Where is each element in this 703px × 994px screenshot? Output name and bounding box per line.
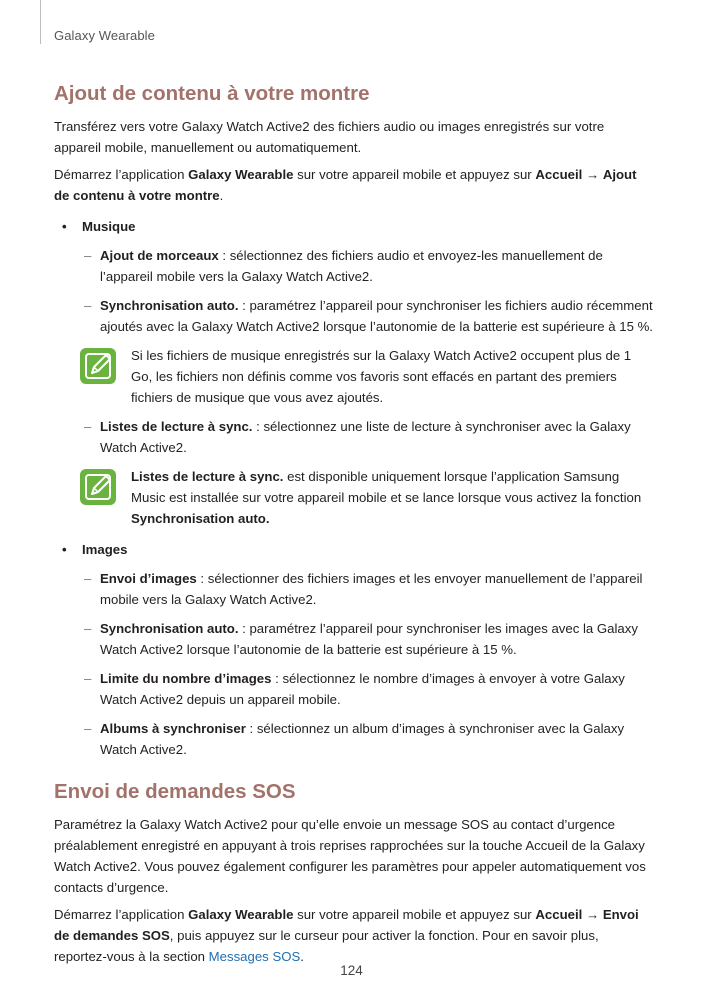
section-sos xyxy=(54,778,654,967)
section-title-add-content: Ajout de contenu à votre montre xyxy=(54,82,370,105)
header-rule xyxy=(40,0,41,44)
list-item-playlists-sync: – Listes de lecture à sync. : sélectionnez une liste de lecture à synchroniser avec la Galaxy Watch Active2. xyxy=(84,419,631,455)
page-content xyxy=(54,80,654,973)
list-item-image-limit: – Limite du nombre d’images : sélectionnez le nombre d’images à envoyer à votre Galaxy Watch Active2 depuis un appareil mobile. xyxy=(84,671,625,707)
note-playlists-text: Listes de lecture à sync. est disponible uniquement lorsque l’application Samsung Music est installée sur votre appareil mobile et se lance lorsque vous activez la fonction Synchronisation auto. xyxy=(131,469,642,526)
list-item-send-images: – Envoi d’images : sélectionner des fichiers images et les envoyer manuellement de l’appareil mobile vers la Galaxy Watch Active2. xyxy=(84,571,643,607)
note-pencil-icon xyxy=(80,469,116,505)
note-pencil-icon xyxy=(80,348,116,384)
section2-launch-instructions: Démarrez l’application Galaxy Wearable sur votre appareil mobile et appuyez sur Accueil → Envoi de demandes SOS, puis appuyez sur le curseur pour activer la fonction. Pour en savoir plus, reportez-vous à la section Messages SOS. xyxy=(54,907,639,964)
bullet-images-label: Images xyxy=(82,542,128,557)
list-item-images-auto-sync: – Synchronisation auto. : paramétrez l’appareil pour synchroniser les images avec la Galaxy Watch Active2 lorsque l’autonomie de la batterie est supérieure à 15 %. xyxy=(84,621,638,657)
bullet-dot: • xyxy=(62,542,67,557)
messages-sos-link[interactable]: Messages SOS xyxy=(208,949,301,964)
page-number: 124 xyxy=(340,963,363,978)
section1-launch-instructions: Démarrez l’application Galaxy Wearable sur votre appareil mobile et appuyez sur Accueil → Ajout de contenu à votre montre. xyxy=(54,167,637,203)
list-item-add-tracks: – Ajout de morceaux : sélectionnez des fichiers audio et envoyez-les manuellement de l’appareil mobile vers la Galaxy Watch Active2. xyxy=(84,248,603,284)
list-item-music-auto-sync: – Synchronisation auto. : paramétrez l’appareil pour synchroniser les fichiers audio récemment ajoutés avec la Galaxy Watch Active2 lorsque l’autonomie de la batterie est supérieure à 15 %. xyxy=(84,298,653,334)
note-playlists-availability xyxy=(54,466,654,529)
note-music-storage xyxy=(54,345,654,408)
list-item-albums-sync: – Albums à synchroniser : sélectionnez un album d’images à synchroniser avec la Galaxy Watch Active2. xyxy=(84,721,625,757)
bullet-images xyxy=(54,539,654,560)
section-title-sos: Envoi de demandes SOS xyxy=(54,780,296,803)
note-music-storage-text: Si les fichiers de musique enregistrés sur la Galaxy Watch Active2 occupent plus de 1 Go, les fichiers non définis comme vos favoris sont effacés en partant des premiers fichiers de musique que vous avez ajoutés. xyxy=(131,348,632,405)
section2-intro: Paramétrez la Galaxy Watch Active2 pour qu’elle envoie un message SOS au contact d’urgence préalablement enregistré en appuyant à trois reprises rapprochées sur la touche Accueil de la Galaxy Watch Active2. Vous pouvez également configurer les paramètres pour appeler automatiquement vos contacts d’urgence. xyxy=(54,817,646,895)
bullet-dot: • xyxy=(62,219,67,234)
bullet-music xyxy=(54,216,654,237)
header-title: Galaxy Wearable xyxy=(54,28,155,43)
bullet-music-label: Musique xyxy=(82,219,136,234)
section1-intro: Transférez vers votre Galaxy Watch Active2 des fichiers audio ou images enregistrés sur votre appareil mobile, manuellement ou automatiquement. xyxy=(54,119,605,155)
